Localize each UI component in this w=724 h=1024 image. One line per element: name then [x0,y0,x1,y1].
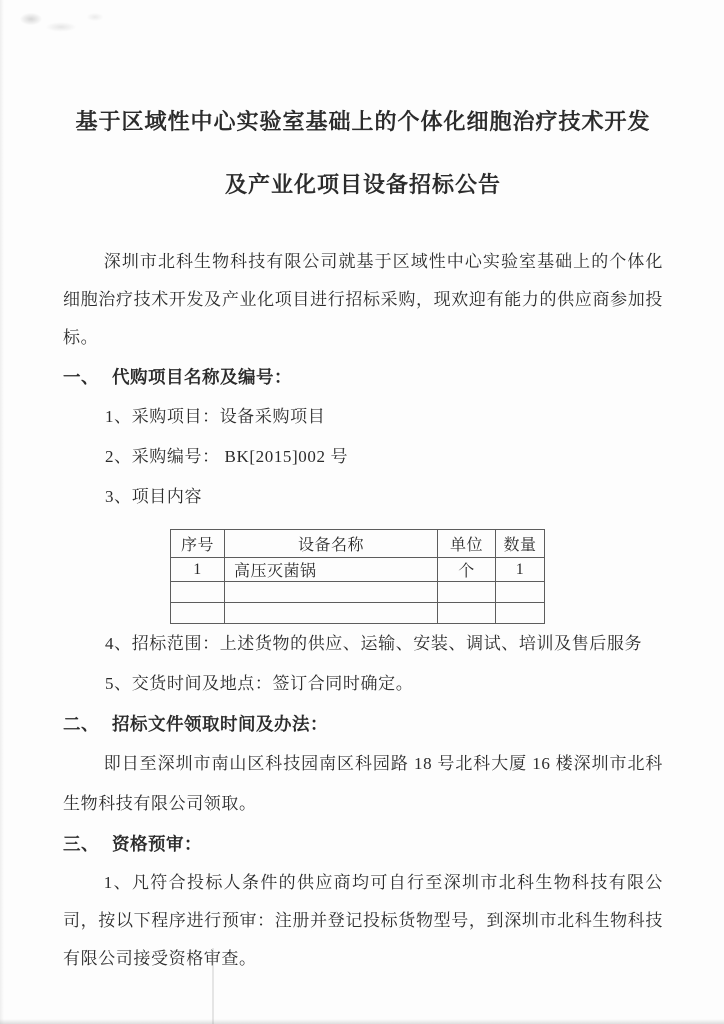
scan-edge-bottom [0,1019,724,1024]
section-2-heading [63,704,663,744]
cell-equipment-name [225,603,438,624]
table-row [171,558,545,582]
scan-artifact-line [212,948,214,1024]
equipment-table [170,529,545,624]
document-content [0,106,724,978]
item-procurement-number: 2、采购编号： BK[2015]002 号 [105,447,349,466]
scan-edge-left [0,0,4,1024]
equipment-table-header-row [171,530,545,558]
section-2-title: 招标文件领取时间及办法： [112,714,328,734]
cell-quantity [496,603,545,624]
cell-unit: 个 [438,558,496,582]
cell-index [171,603,225,624]
cell-unit [438,582,496,603]
section-2-marker: 二、 [63,714,99,734]
col-header-index: 序号 [171,530,225,558]
section-3-marker: 三、 [63,834,99,854]
section-3-heading [63,824,663,864]
cell-equipment-name: 高压灭菌锅 [225,558,438,582]
item-delivery: 5、交货时间及地点：签订合同时确定。 [105,674,414,693]
section-3-body: 1、凡符合投标人条件的供应商均可自行至深圳市北科生物科技有限公司，按以下程序进行预审：注册并登记投标货物型号，到深圳市北科生物科技有限公司接受资格审查。 [63,873,663,968]
cell-quantity: 1 [496,558,545,582]
col-header-quantity: 数量 [496,530,545,558]
section-3-title: 资格预审： [112,834,202,854]
section-2-body: 即日至深圳市南山区科技园南区科园路 18 号北科大厦 16 楼深圳市北科生物科技有限公司领取。 [63,754,663,813]
intro-paragraph: 深圳市北科生物科技有限公司就基于区域性中心实验室基础上的个体化细胞治疗技术开发及产业化项目进行招标采购，现欢迎有能力的供应商参加投标。 [63,252,663,347]
cell-unit [438,603,496,624]
item-project-content: 3、项目内容 [105,487,203,506]
title-line-2: 及产业化项目设备招标公告 [224,172,501,197]
item-procurement-project: 1、采购项目：设备采购项目 [105,407,326,426]
table-row [171,582,545,603]
scan-smudge [9,7,119,41]
cell-index: 1 [171,558,225,582]
document-title [63,106,663,201]
title-line-1: 基于区域性中心实验室基础上的个体化细胞治疗技术开发 [75,109,651,134]
table-row [171,603,545,624]
item-bid-scope: 4、招标范围：上述货物的供应、运输、安装、调试、培训及售后服务 [105,634,643,653]
section-1-heading [63,357,663,397]
col-header-equipment-name: 设备名称 [225,530,438,558]
cell-index [171,582,225,603]
section-1-marker: 一、 [63,367,99,387]
cell-equipment-name [225,582,438,603]
cell-quantity [496,582,545,603]
col-header-unit: 单位 [438,530,496,558]
section-1-title: 代购项目名称及编号： [112,367,292,387]
